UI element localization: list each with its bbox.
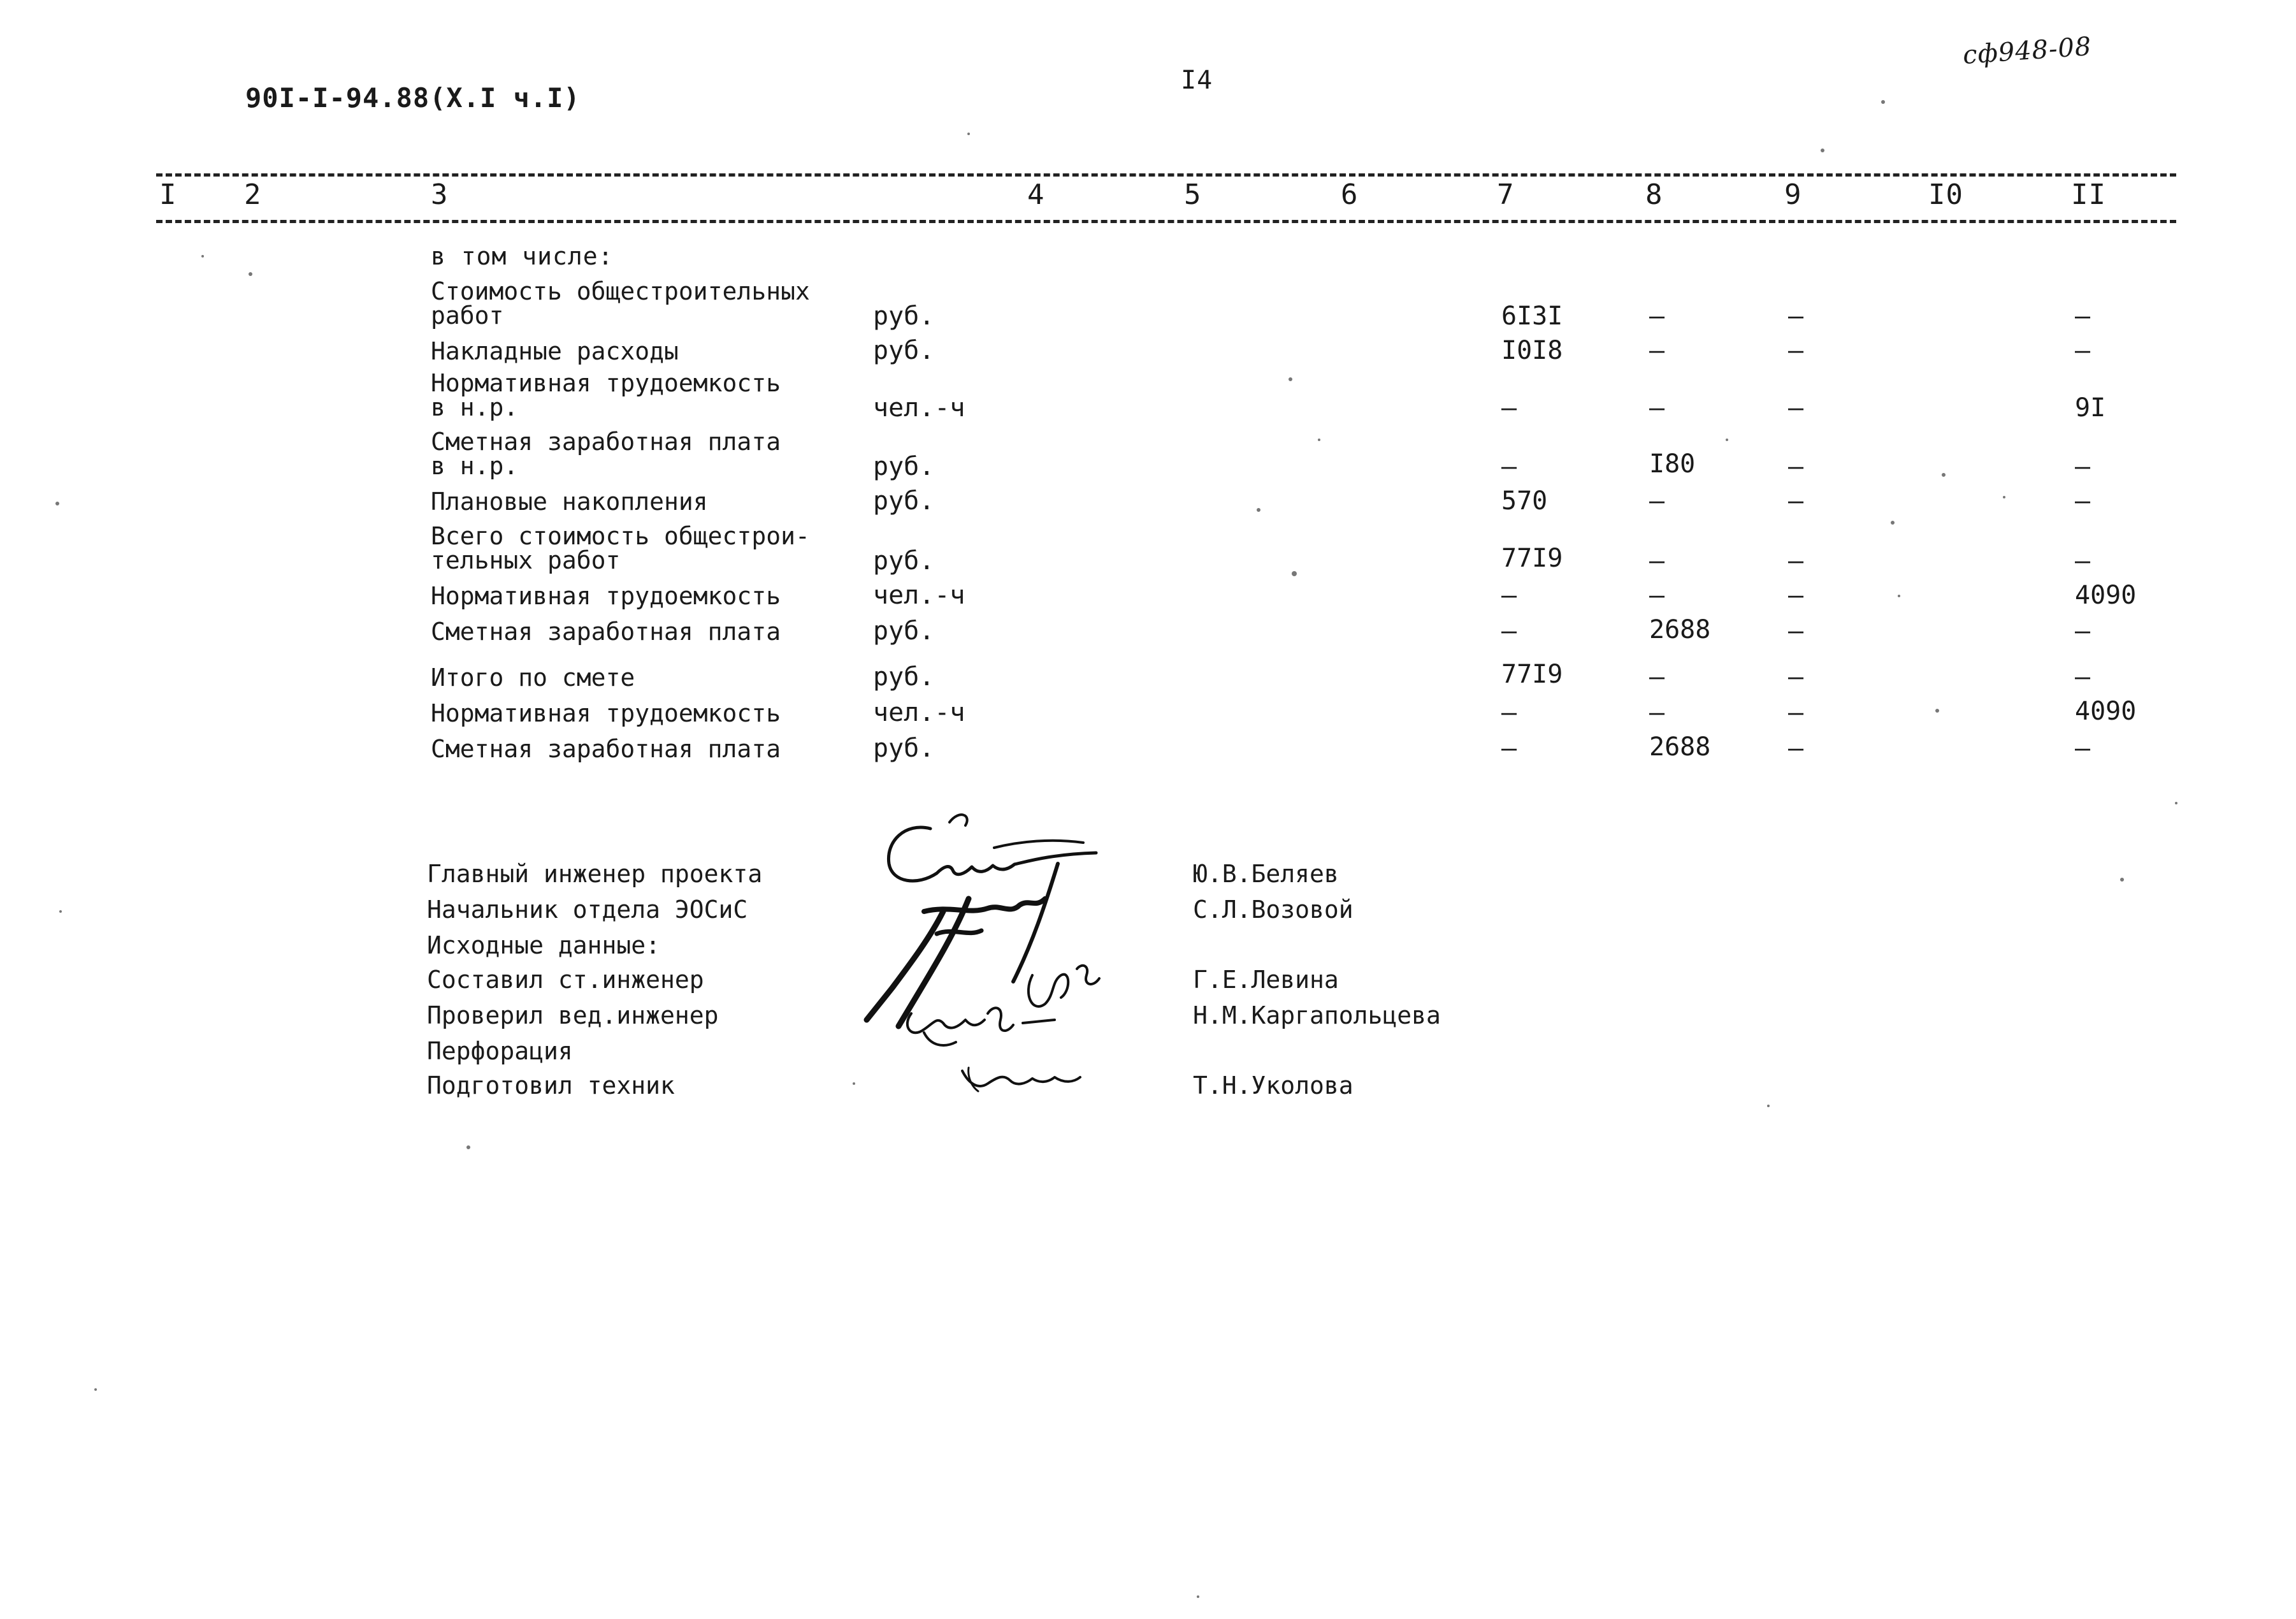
- signatory-name: Н.М.Каргапольцева: [1193, 1001, 1441, 1029]
- col9-cell: –: [1788, 393, 1804, 423]
- col8-cell: –: [1649, 662, 1665, 692]
- unit-cell: руб.: [873, 734, 935, 763]
- row-label-line: Накладные расходы: [431, 337, 679, 365]
- col9-cell: –: [1788, 734, 1804, 763]
- col7-cell: –: [1501, 393, 1517, 423]
- col7-cell: –: [1501, 581, 1517, 610]
- signatory-role: Перфорация: [427, 1037, 573, 1065]
- col8-cell: I80: [1649, 449, 1696, 479]
- column-number: 9: [1784, 178, 1802, 211]
- col8-cell: 2688: [1649, 732, 1711, 762]
- col7-cell: –: [1501, 734, 1517, 763]
- row-label-line: Нормативная трудоемкость: [431, 369, 781, 397]
- row-label-line: в н.р.: [431, 452, 519, 480]
- col7-cell: –: [1501, 452, 1517, 481]
- unit-cell: руб.: [873, 546, 935, 576]
- column-number: 4: [1027, 178, 1045, 211]
- col7-cell: 570: [1501, 486, 1548, 516]
- signatory-name: Ю.В.Беляев: [1193, 860, 1339, 888]
- document-code: 90I-I-94.88(X.I ч.I): [245, 82, 581, 113]
- row-label-line: Сметная заработная плата: [431, 735, 781, 763]
- column-number: II: [2071, 178, 2106, 211]
- signatory-role: Исходные данные:: [427, 931, 661, 959]
- col9-cell: –: [1788, 616, 1804, 646]
- column-number: 5: [1184, 178, 1202, 211]
- col8-cell: –: [1649, 698, 1665, 727]
- signatory-role: Проверил вед.инженер: [427, 1001, 719, 1029]
- col11-cell: 4090: [2075, 581, 2137, 610]
- unit-cell: чел.-ч: [873, 393, 965, 423]
- signatory-name: Г.Е.Левина: [1193, 966, 1339, 994]
- col11-cell: –: [2075, 616, 2091, 646]
- signatory-role: Начальник отдела ЭОСиС: [427, 896, 748, 924]
- col7-cell: 6I3I: [1501, 301, 1563, 331]
- col7-cell: I0I8: [1501, 336, 1563, 365]
- row-label-line: Сметная заработная плата: [431, 618, 781, 646]
- column-number: 6: [1341, 178, 1359, 211]
- col7-cell: 77I9: [1501, 660, 1563, 689]
- col11-cell: 9I: [2075, 393, 2106, 423]
- signatory-name: Т.Н.Уколова: [1193, 1071, 1354, 1100]
- col11-cell: 4090: [2075, 697, 2137, 726]
- archive-mark: сф948-08: [1961, 31, 2093, 71]
- row-label-line: Всего стоимость общестрои-: [431, 522, 810, 550]
- col11-cell: –: [2075, 336, 2091, 365]
- col8-cell: –: [1649, 301, 1665, 331]
- col11-cell: –: [2075, 662, 2091, 692]
- row-label-line: Нормативная трудоемкость: [431, 699, 781, 727]
- col11-cell: –: [2075, 486, 2091, 516]
- unit-cell: руб.: [873, 336, 935, 365]
- row-label-line: Стоимость общестроительных: [431, 277, 810, 305]
- section-heading: в том числе:: [431, 242, 614, 270]
- column-number: I0: [1928, 178, 1963, 211]
- unit-cell: руб.: [873, 616, 935, 646]
- col9-cell: –: [1788, 546, 1804, 576]
- unit-cell: чел.-ч: [873, 698, 965, 727]
- row-label-line: Нормативная трудоемкость: [431, 582, 781, 610]
- col7-cell: –: [1501, 616, 1517, 646]
- col8-cell: –: [1649, 336, 1665, 365]
- row-label-line: Итого по смете: [431, 664, 635, 692]
- col9-cell: –: [1788, 581, 1804, 610]
- col11-cell: –: [2075, 546, 2091, 576]
- col9-cell: –: [1788, 452, 1804, 481]
- column-number: I: [159, 178, 177, 211]
- unit-cell: руб.: [873, 486, 935, 516]
- col9-cell: –: [1788, 698, 1804, 727]
- signatory-role: Главный инженер проекта: [427, 860, 763, 888]
- column-number: 3: [431, 178, 449, 211]
- col9-cell: –: [1788, 336, 1804, 365]
- col8-cell: –: [1649, 581, 1665, 610]
- col7-cell: 77I9: [1501, 544, 1563, 573]
- col11-cell: –: [2075, 301, 2091, 331]
- signatory-name: С.Л.Возовой: [1193, 896, 1354, 924]
- col9-cell: –: [1788, 662, 1804, 692]
- col8-cell: –: [1649, 486, 1665, 516]
- unit-cell: руб.: [873, 301, 935, 331]
- column-number: 2: [244, 178, 262, 211]
- col8-cell: –: [1649, 393, 1665, 423]
- unit-cell: руб.: [873, 662, 935, 692]
- page-number: I4: [1181, 66, 1213, 95]
- row-label-line: работ: [431, 301, 504, 330]
- row-label-line: Сметная заработная плата: [431, 428, 781, 456]
- unit-cell: чел.-ч: [873, 581, 965, 610]
- signatory-role: Подготовил техник: [427, 1071, 675, 1100]
- col11-cell: –: [2075, 734, 2091, 763]
- col9-cell: –: [1788, 486, 1804, 516]
- column-number: 7: [1497, 178, 1515, 211]
- col8-cell: –: [1649, 546, 1665, 576]
- col7-cell: –: [1501, 698, 1517, 727]
- unit-cell: руб.: [873, 452, 935, 481]
- col11-cell: –: [2075, 452, 2091, 481]
- column-number: 8: [1645, 178, 1663, 211]
- col9-cell: –: [1788, 301, 1804, 331]
- signatory-role: Составил ст.инженер: [427, 966, 704, 994]
- row-label-line: в н.р.: [431, 393, 519, 421]
- row-label-line: Плановые накопления: [431, 488, 708, 516]
- row-label-line: тельных работ: [431, 546, 621, 574]
- col8-cell: 2688: [1649, 615, 1711, 644]
